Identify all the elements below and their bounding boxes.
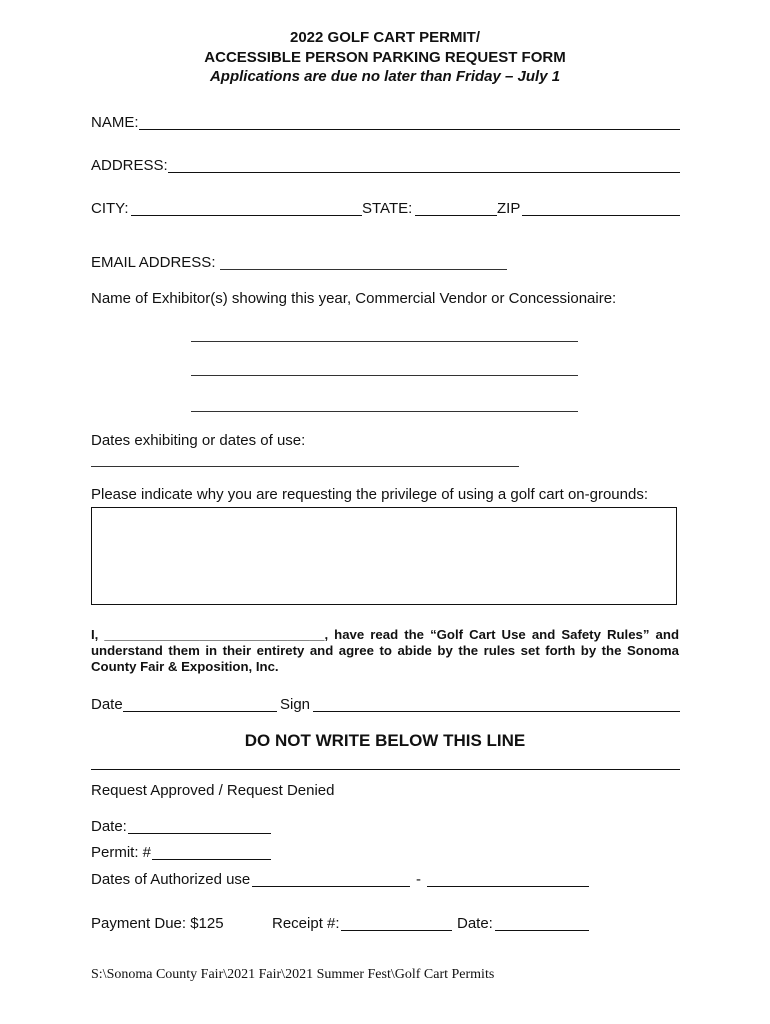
authorized-use-label: Dates of Authorized use (91, 871, 251, 888)
email-label: EMAIL ADDRESS: (91, 254, 216, 271)
exhibitor-prompt: Name of Exhibitor(s) showing this year, Commercial Vendor or Concessionaire: (91, 290, 617, 307)
exhibitor-field-2[interactable] (193, 359, 578, 376)
receipt-date-label: Date: (457, 915, 493, 932)
sign-field[interactable] (315, 695, 680, 712)
dates-field[interactable] (93, 450, 519, 467)
file-path-footer: S:\Sonoma County Fair\2021 Fair\2021 Summer Fest\Golf Cart Permits (91, 967, 495, 982)
office-use-divider (91, 769, 680, 770)
payment-due: Payment Due: $125 (91, 915, 224, 932)
office-date-label: Date: (91, 818, 127, 835)
state-field[interactable] (417, 199, 497, 216)
city-field[interactable] (133, 199, 362, 216)
authorized-start-underline (252, 886, 410, 887)
zip-field[interactable] (524, 199, 680, 216)
statement-text: , have read the “Golf Cart Use and Safety Rules” and understand them in their entirety and agree to abide by the rules set forth by the Sonoma County Fair & Exposition, Inc. (91, 627, 679, 674)
exhibitor-field-3[interactable] (193, 395, 578, 412)
dates-label: Dates exhibiting or dates of use: (91, 432, 306, 449)
permit-underline (152, 859, 271, 860)
reason-prompt: Please indicate why you are requesting the privilege of using a golf cart on-grounds: (91, 486, 648, 503)
form-title-line-1: 2022 GOLF CART PERMIT/ (289, 29, 481, 46)
form-deadline: Applications are due no later than Friday – July 1 (209, 68, 561, 85)
name-field[interactable] (141, 113, 680, 130)
approval-status: Request Approved / Request Denied (91, 782, 335, 799)
acknowledgement-statement (91, 627, 679, 675)
receipt-label: Receipt #: (272, 915, 340, 932)
signature-date-label: Date (91, 696, 123, 713)
receipt-underline (341, 930, 452, 931)
email-field[interactable] (222, 253, 507, 270)
signature-date-field[interactable] (125, 695, 277, 712)
authorized-end-underline (427, 886, 589, 887)
zip-label: ZIP (497, 200, 521, 217)
office-use-heading: DO NOT WRITE BELOW THIS LINE (244, 731, 526, 750)
statement-name-blank[interactable]: ______________________________ (104, 627, 325, 642)
address-field[interactable] (170, 156, 680, 173)
statement-prefix: I, (91, 627, 99, 642)
receipt-date-underline (495, 930, 589, 931)
address-label: ADDRESS: (91, 157, 168, 174)
office-date-underline (128, 833, 271, 834)
reason-textarea[interactable] (91, 507, 677, 605)
authorized-separator: - (416, 871, 421, 888)
name-label: NAME: (91, 114, 139, 131)
city-label: CITY: (91, 200, 129, 217)
permit-label: Permit: # (91, 844, 152, 861)
exhibitor-field-1[interactable] (193, 325, 578, 342)
state-label: STATE: (362, 200, 413, 217)
sign-label: Sign (280, 696, 311, 713)
form-title-line-2: ACCESSIBLE PERSON PARKING REQUEST FORM (204, 49, 566, 66)
